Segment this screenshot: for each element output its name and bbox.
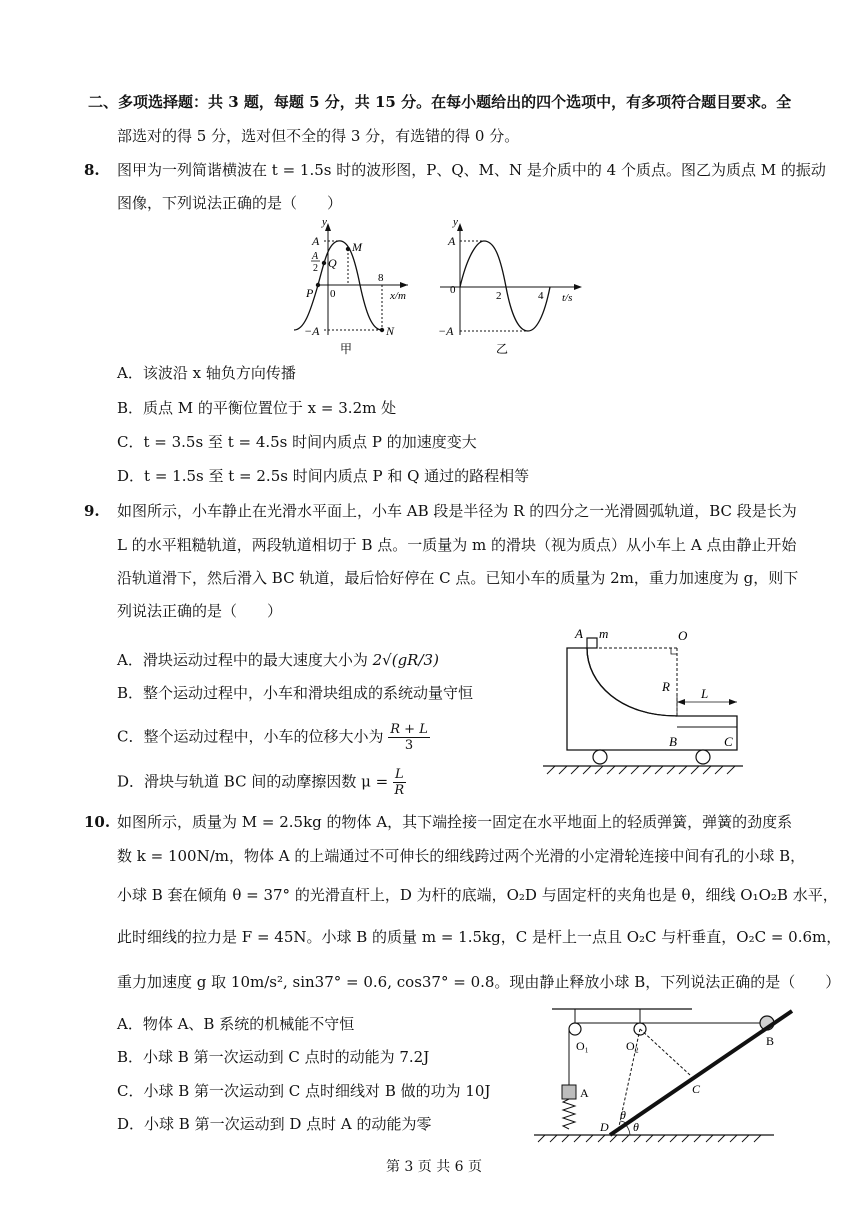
question-9-stem-line1: 如图所示，小车静止在光滑水平面上，小车 AB 段是半径为 R 的四分之一光滑圆弧轨道，BC 段是长为: [117, 502, 797, 520]
fig10-label-b: B: [766, 1034, 775, 1048]
section-instructions: 部选对的得 5 分，选对但不全的得 3 分，有选错的得 0 分。: [117, 127, 520, 145]
fig9-label-c: C: [724, 734, 733, 749]
point-p: [316, 283, 320, 287]
jia-zero-label: 0: [330, 288, 336, 300]
fig10-label-o1: O₁: [576, 1039, 589, 1053]
yi-neg-a-label: −A: [438, 324, 454, 338]
question-9-option-d-text: D．滑块与轨道 BC 间的动摩擦因数 μ =: [117, 772, 389, 791]
point-q: [322, 261, 326, 265]
jia-caption: 甲: [340, 342, 353, 356]
question-10-option-c: C．小球 B 第一次运动到 C 点时细线对 B 做的功为 10J: [117, 1082, 491, 1100]
question-10-stem-line4: 此时细线的拉力是 F = 45N。小球 B 的质量 m = 1.5kg，C 是杆上一点且 O₂C 与杆垂直，O₂C = 0.6m，: [117, 928, 842, 946]
point-m: [346, 247, 350, 251]
question-8-option-a: A．该波沿 x 轴负方向传播: [117, 364, 296, 382]
question-10-stem-line5: 重力加速度 g 取 10m/s², sin37° = 0.6, cos37° = 0.8。现由静止释放小球 B，下列说法正确的是（ ）: [117, 973, 841, 991]
question-9-option-a-expression: 2√(gR/3): [372, 651, 439, 669]
question-8-figures: [290, 213, 590, 357]
fig10-label-c: C: [692, 1082, 701, 1096]
jia-neg-a-label: −A: [304, 324, 320, 338]
yi-two-label: 2: [496, 290, 502, 302]
question-9-option-d-denominator: R: [394, 783, 405, 798]
jia-y-label: y: [322, 216, 327, 228]
page-footer: 第 3 页 共 6 页: [385, 1159, 483, 1175]
question-9-option-c-numerator: R + L: [390, 722, 428, 737]
yi-t-label: t/s: [562, 292, 573, 304]
question-9-number: 9.: [84, 502, 100, 520]
question-9-option-d-fraction: [393, 767, 406, 798]
question-8-stem-line2: 图像，下列说法正确的是（ ）: [117, 194, 343, 212]
question-8-option-c: C．t = 3.5s 至 t = 4.5s 时间内质点 P 的加速度变大: [117, 433, 477, 451]
slider-block: [587, 638, 597, 648]
question-10-option-b: B．小球 B 第一次运动到 C 点时的动能为 7.2J: [117, 1048, 430, 1066]
question-9-stem-line3: 沿轨道滑下，然后滑入 BC 轨道，最后恰好停在 C 点。已知小车的质量为 2m，重力加速度为 g，则下: [117, 569, 799, 587]
vibration-graph-yi: [438, 216, 582, 356]
yi-caption: 乙: [496, 342, 509, 356]
question-8-option-d: D．t = 1.5s 至 t = 2.5s 时间内质点 P 和 Q 通过的路程相等: [117, 467, 530, 485]
jia-a2-den: 2: [313, 263, 318, 274]
wave-graph-jia: [294, 216, 408, 356]
fig10-label-d: D: [600, 1120, 609, 1134]
yi-zero-label: 0: [450, 284, 456, 296]
section-heading: 二、多项选择题：共 3 题，每题 5 分，共 15 分。在每小题给出的四个选项中，有多项符合题目要求。全: [88, 93, 792, 111]
jia-a-label: A: [312, 234, 320, 248]
question-9-option-c-denominator: 3: [404, 738, 414, 753]
fig9-label-m: m: [599, 626, 609, 641]
jia-a2-num: A: [312, 251, 319, 262]
point-n: [380, 328, 384, 332]
question-9-option-d-numerator: L: [394, 767, 404, 782]
question-8-stem-line1: 图甲为一列简谐横波在 t = 1.5s 时的波形图，P、Q、M、N 是介质中的 4 个质点。图乙为质点 M 的振动: [117, 161, 826, 179]
question-9-option-a: [117, 650, 439, 670]
fig10-label-theta1: θ: [620, 1108, 626, 1122]
question-9-option-b: B．整个运动过程中，小车和滑块组成的系统动量守恒: [117, 684, 474, 702]
question-10-number: 10.: [84, 813, 111, 831]
fig9-label-a: A: [575, 626, 583, 641]
jia-eight-label: 8: [378, 272, 384, 284]
fig9-label-r: R: [662, 679, 670, 694]
question-9-stem-line4: 列说法正确的是（ ）: [117, 602, 283, 620]
wheel-right: [696, 750, 710, 764]
question-10-option-a: A．物体 A、B 系统的机械能不守恒: [117, 1015, 355, 1033]
block-a: [562, 1085, 576, 1099]
pulley-o1: [569, 1023, 581, 1035]
question-10-stem-line3: 小球 B 套在倾角 θ = 37° 的光滑直杆上，D 为杆的底端，O₂D 与固定杆的夹角也是 θ，细线 O₁O₂B 水平，: [117, 886, 838, 904]
question-10-option-d: D．小球 B 第一次运动到 D 点时 A 的动能为零: [117, 1115, 432, 1133]
question-9-figure: [535, 620, 765, 780]
question-9-stem-line2: L 的水平粗糙轨道，两段轨道相切于 B 点。一质量为 m 的滑块（视为质点）从小车上 A 点由静止开始: [117, 536, 797, 554]
question-9-option-d: [117, 767, 406, 798]
question-9-option-c-fraction: [388, 722, 430, 753]
question-9-option-a-text: A．滑块运动过程中的最大速度大小为: [117, 651, 368, 669]
fig9-label-l: L: [701, 686, 709, 701]
fig9-label-o: O: [678, 628, 688, 643]
question-10-figure: [530, 1003, 800, 1145]
yi-four-label: 4: [538, 290, 544, 302]
wheel-left: [593, 750, 607, 764]
fig10-label-theta2: θ: [633, 1120, 639, 1134]
question-8-number: 8.: [84, 161, 100, 179]
jia-p-label: P: [306, 286, 314, 300]
fig10-label-a: A: [580, 1086, 589, 1100]
question-10-stem-line2: 数 k = 100N/m，物体 A 的上端通过不可伸长的细线跨过两个光滑的小定滑轮连接中间有孔的小球 B，: [117, 847, 806, 865]
jia-q-label: Q: [328, 256, 337, 270]
fig9-label-b: B: [669, 734, 677, 749]
question-10-stem-line1: 如图所示，质量为 M = 2.5kg 的物体 A，其下端拴接一固定在水平地面上的轻质弹簧，弹簧的劲度系: [117, 813, 793, 831]
question-9-option-c-text: C．整个运动过程中，小车的位移大小为: [117, 727, 384, 746]
jia-n-label: N: [386, 324, 395, 338]
yi-a-label: A: [448, 234, 456, 248]
jia-m-label: M: [352, 240, 362, 254]
fig10-label-o2: O₂: [626, 1039, 639, 1053]
jia-x-label: x/m: [390, 290, 406, 302]
question-8-option-b: B．质点 M 的平衡位置位于 x = 3.2m 处: [117, 399, 397, 417]
yi-y-label: y: [453, 216, 458, 228]
question-9-option-c: [117, 722, 430, 753]
